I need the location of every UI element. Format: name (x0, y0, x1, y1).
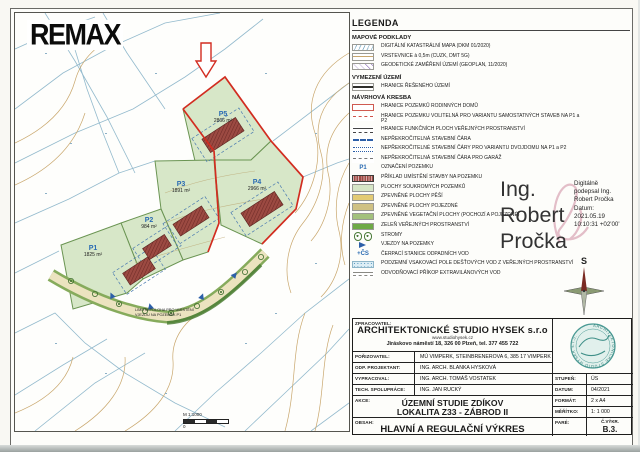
functional-area-boundary-swatch (352, 127, 374, 135)
legend-item: HRANICE FUNKČNÍCH PLOCH VEŘEJNÝCH PROSTRANSTVÍ (352, 127, 630, 135)
pumping-station-swatch: +ČS (357, 251, 369, 258)
garage-building-line-swatch (352, 155, 374, 163)
vegetated-paving-swatch (352, 213, 374, 221)
legend-item: GEODETICKÉ ZAMĚŘENÍ ÚZEMÍ (GEOPLAN, 11/2020) (352, 63, 630, 71)
duplex-building-line-swatch (352, 146, 374, 154)
plot-label-p3: P3 1891 m² (171, 181, 191, 194)
house-plot-boundary-swatch (352, 104, 374, 112)
row-meritko: MĚŘÍTKO: 1: 1 000 (553, 406, 633, 417)
legend-section-area-definition: VYMEZENÍ ÚZEMÍ (352, 74, 402, 81)
plot-label-p1: P1 1825 m² (83, 245, 103, 258)
plot-label-p4: P4 2966 m² (247, 179, 267, 192)
legend-item: VJEZDY NA POZEMKY (352, 242, 630, 250)
drawing-title: HLAVNÍ A REGULAČNÍ VÝKRES (380, 423, 525, 435)
legend-title: LEGENDA (352, 18, 630, 31)
drawing-title-cell: OBSAH: HLAVNÍ A REGULAČNÍ VÝKRES (353, 417, 553, 436)
legend-item: DIGITÁLNÍ KATASTRÁLNÍ MAPA (DKM 01/2020) (352, 44, 630, 52)
title-block (352, 318, 632, 435)
compass-rose (561, 256, 607, 321)
signature-details: Digitálně podepsal Ing. Robert Pročka Datum: 2021.05.19 10:10:31 +02'00' (574, 180, 620, 228)
scale-bar-graphic (183, 419, 229, 424)
legend-section-proposal: NÁVRHOVÁ KRESBA (352, 95, 412, 102)
trees-swatch (352, 232, 374, 240)
svg-text:ARCHITEKTONICKÉ STUDIO HYSEK s: ARCHITEKTONICKÉ STUDIO HYSEK s.r.o. (569, 322, 617, 370)
scale-zero: 0 (183, 423, 186, 429)
map-drawing (15, 13, 349, 431)
legend-item: +ČS ČERPACÍ STANICE ODPADNÍCH VOD (352, 251, 630, 259)
project-title-cell: AKCE: ÚZEMNÍ STUDIE ZDÍKOV LOKALITA Z33 - ZÁBROD II (353, 395, 553, 417)
zpracovatel-label: ZPRACOVATEL: (355, 321, 392, 326)
round-stamp-icon (553, 319, 633, 373)
legend-item: ZPEVNĚNÉ PLOCHY POJEZDNÉ (352, 203, 630, 211)
project-title: ÚZEMNÍ STUDIE ZDÍKOV LOKALITA Z33 - ZÁBROD II (396, 397, 509, 417)
legend-item: ZELEŇ VEŘEJNÝCH PROSTRANSTVÍ (352, 223, 630, 231)
legend-item: HRANICE ŘEŠENÉHO ÚZEMÍ (352, 83, 630, 91)
cadastral-map-swatch (352, 44, 374, 52)
scan-edge-bottom (0, 445, 640, 452)
company-web: www.studiohysek.cz (431, 335, 474, 340)
scale-bar (183, 412, 229, 430)
row-tech-spoluprace: TECH. SPOLUPRÁCE: ING. JAN RUCKÝ (353, 384, 553, 395)
row-porizovatel: POŘIZOVATEL: MÚ VIMPERK, STEINBRENEROVA 6, 385 17 VIMPERK (353, 351, 553, 362)
north-label: S (580, 256, 587, 266)
plot-label-p2: P2 984 m² (141, 217, 157, 230)
row-odp-projektant: ODP. PROJEKTANT: ING. ARCH. BLANKA HYSKOVÁ (353, 362, 553, 373)
row-vypracoval: VYPRACOVAL: ING. ARCH. TOMÁŠ VOSTATEK (353, 373, 553, 384)
geodetic-survey-swatch (352, 63, 374, 71)
row-pare-cvykr: PARÉ: Č.VÝKR. B.3. (553, 417, 633, 436)
private-plots-swatch (352, 184, 374, 192)
contours-swatch (352, 53, 374, 61)
company-name: ARCHITEKTONICKÉ STUDIO HYSEK s.r.o (357, 325, 548, 335)
legend-item: HRANICE POZEMKU VOLITELNÁ PRO VARIANTU SAMOSTATNÝCH STAVEB NA P1 a P2 (352, 113, 630, 125)
scale-label: M 1:1000 (183, 412, 202, 417)
optional-boundary-swatch (352, 113, 374, 121)
paved-driveable-swatch (352, 203, 374, 211)
legend-item: STROMY (352, 232, 630, 240)
legend-item: NEPŘEKROČITELNÁ STAVEBNÍ ČÁRA (352, 136, 630, 144)
legend-item: ODVODŇOVACÍ PŘÍKOP EXTRAVILÁNOVÝCH VOD (352, 270, 630, 278)
legend-item: HRANICE POZEMKŮ RODINNÝCH DOMŮ (352, 104, 630, 112)
plot-entry-swatch (352, 242, 374, 250)
location-arrow (196, 43, 216, 77)
signatory-name: Ing. Robert Pročka (500, 177, 567, 253)
plot-label-p5: P5 2866 m² (213, 111, 233, 124)
legend-item: NEPŘEKROČITELNÁ STAVEBNÍ ČÁRA PRO GARÁŽ (352, 155, 630, 163)
legend-section-map-sources: MAPOVÉ PODKLADY (352, 35, 412, 41)
public-greenery-swatch (352, 223, 374, 231)
legend-item: PODZEMNÍ VSAKOVACÍ POLE DEŠŤOVÝCH VOD Z VEŘEJNÝCH PROSTRANSTVÍ (352, 261, 630, 269)
legend-item: P1 OZNAČENÍ POZEMKU (352, 165, 630, 173)
paved-pedestrian-swatch (352, 194, 374, 202)
row-datum: DATUM: 04/2021 (553, 384, 633, 395)
building-placement-swatch (352, 175, 374, 183)
legend-item: VRSTEVNICE à 0,5m (CUZK, DMT 5G) (352, 53, 630, 61)
site-plan-map (14, 12, 350, 432)
legend-item: ZPEVNĚNÉ PLOCHY PĚŠÍ (352, 194, 630, 202)
soakaway-field-swatch (352, 261, 374, 269)
plot-id-swatch: P1 (359, 164, 367, 171)
legend-item: NEPŘEKROČITELNÉ STAVEBNÍ ČÁRY PRO VARIANTU DVOJDOMU NA P1 a P2 (352, 146, 630, 154)
compass-star-icon (561, 266, 607, 316)
remax-logo: REMAX (27, 20, 123, 51)
row-stupen: STUPEŇ: ÚS (553, 373, 633, 384)
drawing-number: Č.VÝKR. B.3. (601, 419, 619, 434)
solved-area-boundary-swatch (352, 83, 374, 91)
legend-item: ZPEVNĚNÉ VEGETAČNÍ PLOCHY (POCHOZÍ A POJEZDNÉ) (352, 213, 630, 221)
company-stamp (553, 319, 633, 373)
row-format: FORMÁT: 2 x A4 (553, 395, 633, 406)
company-address: Jiráskovo náměstí 18, 326 00 Plzeň, tel. 377 455 722 (386, 340, 519, 347)
company-header (353, 319, 553, 351)
drainage-ditch-swatch (352, 270, 374, 278)
building-line-swatch (352, 136, 374, 144)
legend-item: PŘÍKLAD UMÍSTĚNÍ STAVBY NA POZEMKU (352, 175, 630, 183)
entry-limit-note: LIMITNÍ POLOHA PRO UMÍSTĚNÍ VJEZDU NA POZEMEK P1 (135, 308, 194, 317)
legend-item: PLOCHY SOUKROMÝCH POZEMKŮ (352, 184, 630, 192)
